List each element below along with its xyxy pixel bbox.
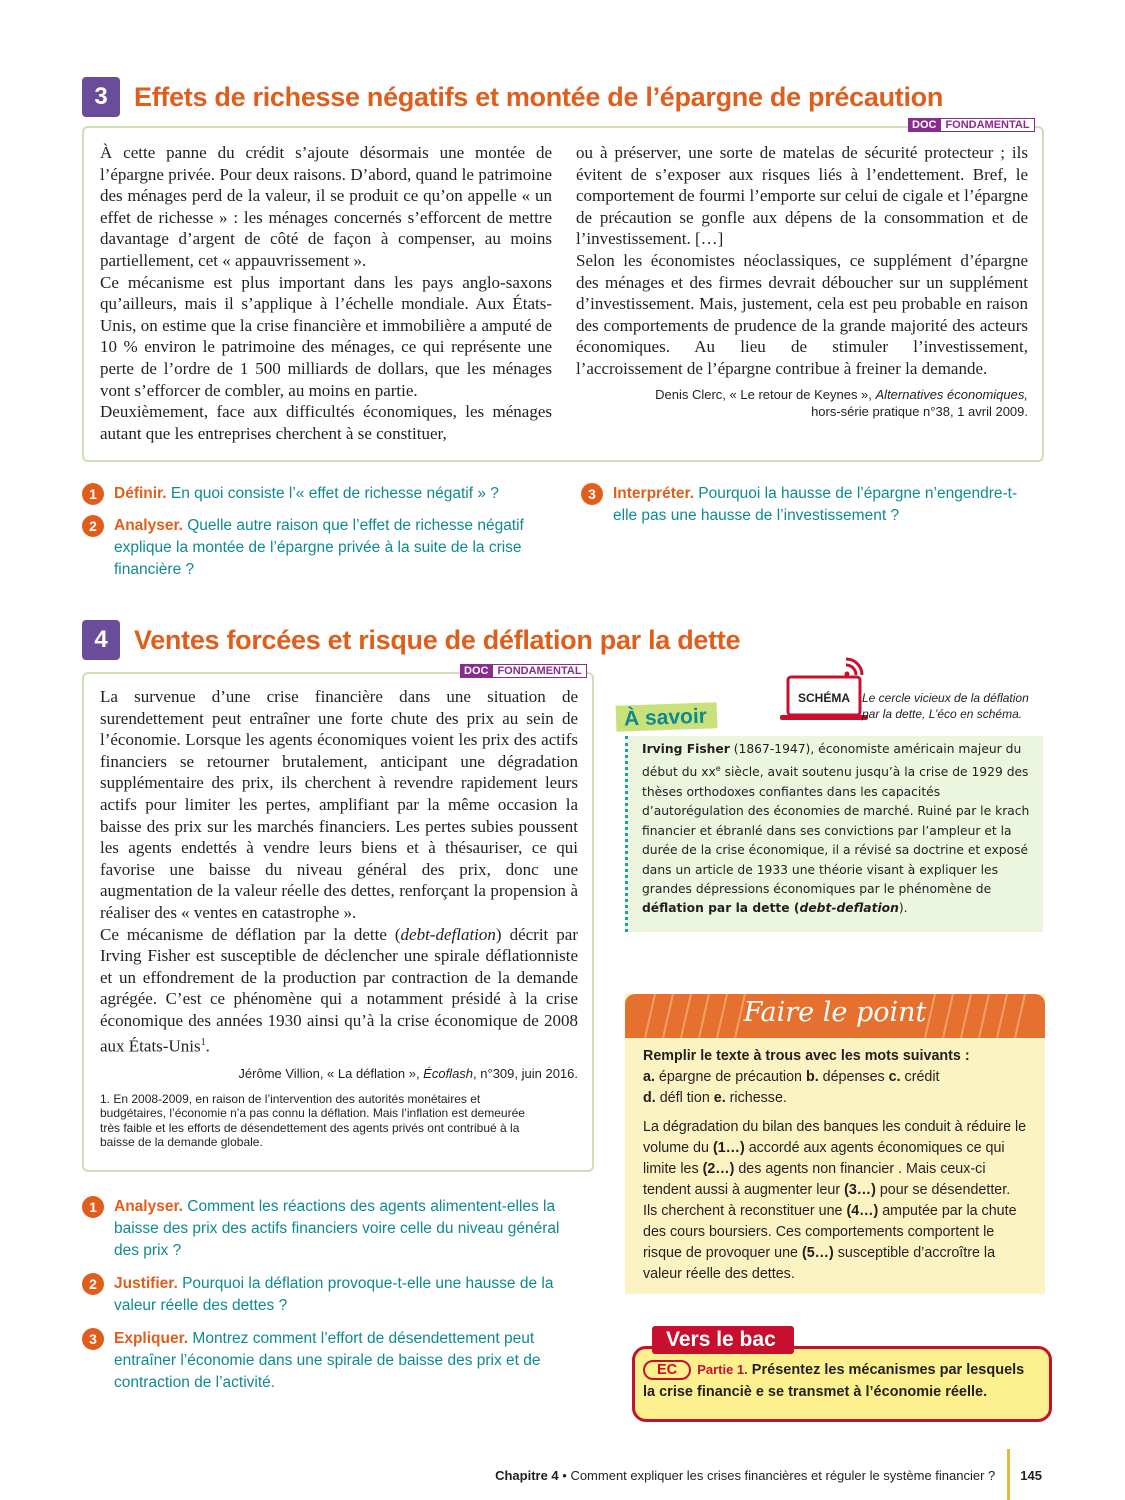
text-run: des agents non financier . Mais ceux-ci tendent aussi à augmenter leur <box>643 1161 986 1198</box>
a-savoir-text <box>642 740 1033 919</box>
doc4-textbox <box>82 672 594 1172</box>
word-letter: a. <box>643 1069 655 1085</box>
faire-le-point-header <box>625 994 1045 1038</box>
word-letter: b. <box>805 1069 819 1085</box>
question-verb: Interpréter. <box>613 485 694 502</box>
text-run: . <box>205 1036 210 1056</box>
doc4-header <box>82 620 740 660</box>
doc4-question-1 <box>82 1196 572 1262</box>
faire-le-point-box <box>625 994 1045 1294</box>
question-verb: Analyser. <box>114 517 183 534</box>
text-run-sup: e <box>715 764 721 774</box>
faire-le-point-body <box>625 1038 1045 1285</box>
word: épargne de précaution <box>654 1069 806 1085</box>
question-number-icon: 1 <box>82 1196 104 1218</box>
doc4-paragraph: La survenue d’une crise financière dans une situation de surendettement peut entraîner une forte chute des prix au sein de l’économie. Lorsque les agents économiques voient les prix des actifs financiers se retourner brutalement, anticipant une dégradation supplémentaire des prix, ils cherchent à revendre rapidement leurs actifs pour limiter les pertes, amplifiant par la même occasion la baisse des prix sur les marchés financiers. Les pertes subies poussent les agents endettés à vendre leurs biens et à thésauriser, ce qui favorise une baisse du niveau général des prix, donc une augmentation de la valeur réelle des dettes, renforçant la propension à réaliser des « ventes en catastrophe ». <box>100 687 578 922</box>
doc3-paragraph: Deuxièmement, face aux difficultés économiques, les ménages autant que les entreprises cherchent à se constituer, <box>100 402 552 443</box>
doc4-question-3 <box>82 1328 572 1394</box>
question-text: Comment les réactions des agents alimentent-elles la baisse des prix des actifs financiers voire celle du niveau général des prix ? <box>114 1198 560 1259</box>
a-savoir-label: À savoir <box>616 702 718 732</box>
source-publication: Écoflash <box>423 1065 474 1081</box>
doc4-body <box>100 686 578 1150</box>
badge-doc-label: DOC <box>460 664 492 678</box>
footnote-ref: 1 <box>200 1036 206 1048</box>
question-number-icon: 3 <box>82 1328 104 1350</box>
doc4-source <box>100 1065 578 1082</box>
text-run-bold-italic: debt-deflation <box>799 901 899 916</box>
source-publication: Alternatives économiques, <box>875 386 1028 402</box>
text-run-bold: ( <box>789 901 800 916</box>
source-date: , n°309, juin 2016. <box>473 1065 578 1081</box>
footer-separator: • <box>558 1467 571 1483</box>
question-text: Pourquoi la déflation provoque-t-elle une hausse de la valeur réelle des dettes ? <box>114 1275 554 1314</box>
footer-chapter: Chapitre 4 <box>495 1467 559 1483</box>
instruction: Remplir le texte à trous avec les mots suivants : <box>643 1048 970 1064</box>
blank: (2…) <box>702 1161 735 1177</box>
vers-le-bac-box <box>632 1346 1052 1422</box>
doc3-header <box>82 77 943 117</box>
doc3-textbox <box>82 126 1044 462</box>
footer-divider <box>1007 1449 1010 1500</box>
text-run-italic: debt-deflation <box>400 924 496 944</box>
page-number: 145 <box>1020 1467 1042 1483</box>
schema-link[interactable] <box>776 657 866 719</box>
text-run: La dégradation du bilan des banques les conduit à réduire le volume du <box>643 1119 1027 1156</box>
text-run: xx <box>701 765 716 780</box>
question-text: Pourquoi la hausse de l’épargne n’engendre-t-elle pas une hausse de l’investissement ? <box>613 485 1018 524</box>
schema-label: SCHÉMA <box>797 691 850 705</box>
page-footer <box>495 1449 1042 1500</box>
question-verb: Définir. <box>114 485 167 502</box>
doc3-doc-badge <box>908 118 1035 132</box>
vers-le-bac-text <box>643 1359 1039 1403</box>
question-number-icon: 1 <box>82 483 104 505</box>
question-number-icon: 3 <box>581 483 603 505</box>
faire-le-point-title: Faire le point <box>743 997 927 1028</box>
bac-question: Présentez les mécanismes par lesquels la crise financiè e se transmet à l’économie réelle. <box>643 1362 1025 1400</box>
a-savoir-box <box>625 736 1043 932</box>
word-list-line <box>643 1067 1027 1088</box>
doc3-title: Effets de richesse négatifs et montée de l’épargne de précaution <box>134 81 944 112</box>
source-author: Jérôme Villion, « La déflation », <box>238 1065 424 1081</box>
doc3-paragraph: Selon les économistes néoclassiques, ce supplément d’épargne des ménages et des firmes devrait déboucher sur un supplément d’investissement. Mais, justement, cela est peu probable en raison des comportements de prudence de la grande majorité des acteurs économiques. Au lieu de stimuler l’investissement, l’accroissement de l’épargne contribue à freiner la demande. <box>576 250 1028 378</box>
badge-type-label: FONDAMENTAL <box>492 664 586 678</box>
partie-label: Partie 1. <box>697 1362 748 1377</box>
word: richesse. <box>725 1090 787 1106</box>
text-run: amputée par la chute des cours boursiers. Ces comportements comportent le risque de provoquer une <box>643 1203 1017 1261</box>
blank: (1…) <box>712 1140 745 1156</box>
doc3-paragraph: Ce mécanisme est plus important dans les pays anglo-saxons qu’ailleurs, mais il s’applique à l’échelle mondiale. Aux États-Unis, on estime que la crise financière et immobilière a amputé de 10 % environ le patrimoine des ménages, ce qui représente une perte de l’ordre de 1 500 milliards de dollars, que les ménages vont s’efforcer de combler, au moins en partie. <box>100 272 552 400</box>
text-run: (1867-1947), économiste américain majeur du début du <box>642 742 1022 780</box>
doc3-paragraph: À cette panne du crédit s’ajoute désormais une montée de l’épargne privée. Pour deux raisons. D’abord, quand le patrimoine des ménages perd de la valeur, il se produit ce qu’on appelle « un effet de richesse » : les ménages concernés s’efforcent de mettre davantage d’argent de côté de façon à compenser, au moins partiellement, cet « appauvrissement ». <box>100 143 552 270</box>
schema-caption: Le cercle vicieux de la déflation par la dette, L’éco en schéma. <box>862 691 1029 721</box>
word: dépenses <box>818 1069 889 1085</box>
text-run: susceptible d’accroître la valeur réelle des dettes. <box>643 1245 996 1282</box>
word: défl tion <box>655 1090 714 1106</box>
question-text: Montrez comment l’effort de désendettement peut entraîner l’économie dans une spirale de baisse des prix et de contraction de l’activité. <box>114 1330 541 1391</box>
badge-type-label: FONDAMENTAL <box>940 118 1034 132</box>
question-verb: Expliquer. <box>114 1330 189 1347</box>
savoir-name: Irving Fisher <box>642 742 730 756</box>
blank: (4…) <box>846 1203 879 1219</box>
doc4-title: Ventes forcées et risque de déflation par la dette <box>134 624 741 655</box>
text-run: siècle, avait soutenu jusqu’à la crise de 1929 des thèses orthodoxes confiantes dans les capacités d’autorégulation des économies de marché. Ruiné par le krach financier et ébranlé dans ses convictions par l’ampleur et la durée de la crise économique, il a révisé sa doctrine et exposé dans un article de 1933 une théorie visant à expliquer les grandes dépressions économiques par le phénomène de <box>642 765 1030 896</box>
blank: (5…) <box>801 1245 834 1261</box>
source-author: Denis Clerc, « Le retour de Keynes », <box>655 386 876 402</box>
doc3-source <box>576 386 1028 420</box>
doc3-question-2 <box>82 515 542 581</box>
footer-text <box>495 1468 995 1483</box>
word-letter: e. <box>713 1090 726 1106</box>
badge-doc-label: DOC <box>908 118 940 132</box>
doc3-number: 3 <box>82 77 120 117</box>
word: crédit <box>900 1069 940 1085</box>
doc4-question-2 <box>82 1273 572 1317</box>
word-letter: c. <box>888 1069 901 1085</box>
fill-in-text <box>643 1117 1027 1285</box>
doc3-question-1 <box>82 483 542 505</box>
doc4-number: 4 <box>82 620 120 660</box>
text-run-bold: déflation par la dette <box>642 901 790 916</box>
question-verb: Analyser. <box>114 1198 183 1215</box>
question-verb: Justifier. <box>114 1275 178 1292</box>
question-text: Quelle autre raison que l’effet de richesse négatif explique la montée de l’épargne privée à la suite de la crise financière ? <box>114 517 524 578</box>
vers-le-bac-label: Vers le bac <box>652 1326 794 1354</box>
doc3-column-2 <box>576 142 1028 420</box>
ec-tag: EC <box>643 1360 691 1380</box>
text-run: ). <box>898 901 908 916</box>
text-run: pour se désendetter. Ils cherchent à reconstituer une <box>643 1182 1011 1219</box>
blank: (3…) <box>844 1182 876 1198</box>
doc4-footnote: 1. En 2008-2009, en raison de l’intervention des autorités monétaires et budgétaires, l’économie n’a pas connu la déflation. Mais l’inflation est demeurée très faible et les efforts de désendettement des agents privés ont contribué à la baisse de la demande globale. <box>100 1091 525 1150</box>
laptop-wifi-icon <box>776 657 876 723</box>
question-number-icon: 2 <box>82 515 104 537</box>
doc3-column-1 <box>100 142 552 444</box>
word-letter: d. <box>643 1090 656 1106</box>
doc3-question-3 <box>581 483 1041 527</box>
word-list-line <box>643 1088 1027 1109</box>
question-text: En quoi consiste l’« effet de richesse négatif » ? <box>170 485 499 502</box>
doc4-paragraph <box>100 924 578 1057</box>
text-run: accordé aux agents économiques ce qui limite les <box>643 1140 1005 1177</box>
text-run: ) décrit par Irving Fisher est susceptible de déclencher une spirale déflationniste et un effondrement de la production par contraction de la demande agrégée. C’est ce phénomène qui a notamment présidé à la crise économique des années 1930 ainsi qu’à la crise économique de 2008 aux États-Unis <box>100 924 578 1056</box>
text-run: Ce mécanisme de déflation par la dette ( <box>100 924 401 944</box>
source-date: hors-série pratique n°38, 1 avril 2009. <box>811 403 1028 419</box>
doc3-paragraph: ou à préserver, une sorte de matelas de sécurité protecteur ; ils évitent de s’exposer aux risques liés à l’endettement. Bref, le comportement de fourmi l’emporte sur celui de cigale et l’épargne de précaution se gonfle aux dépens de la consommation et de l’investissement. […] <box>576 143 1028 249</box>
footer-title: Comment expliquer les crises financières et réguler le système financier ? <box>570 1467 996 1483</box>
question-number-icon: 2 <box>82 1273 104 1295</box>
doc4-doc-badge <box>460 664 587 678</box>
